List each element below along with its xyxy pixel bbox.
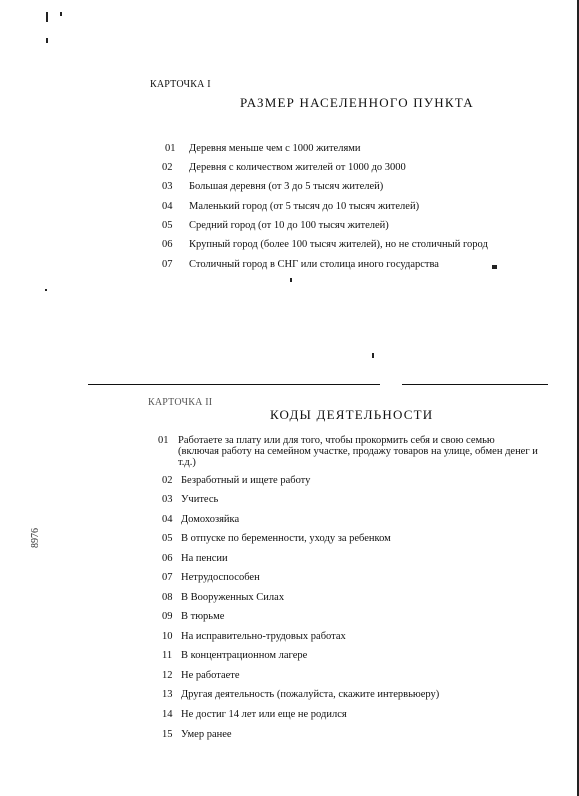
item-text: Другая деятельность (пожалуйста, скажите интервьюеру)	[181, 689, 440, 700]
divider-gap	[380, 384, 402, 385]
list-item	[162, 181, 384, 192]
item-code: 13	[162, 689, 173, 700]
list-item	[162, 689, 440, 700]
scan-speck	[372, 353, 374, 358]
list-item	[162, 553, 228, 564]
card1-label: КАРТОЧКА I	[150, 79, 211, 90]
scan-speck	[45, 289, 47, 291]
item-code: 02	[162, 475, 173, 486]
item-text: Деревня с количеством жителей от 1000 до 3000	[189, 162, 406, 173]
item-code: 01	[165, 143, 176, 154]
item-text: Безработный и ищете работу	[181, 475, 311, 486]
scan-speck	[60, 12, 62, 16]
list-item	[162, 533, 391, 544]
item-text: Маленький город (от 5 тысяч до 10 тысяч жителей)	[189, 201, 420, 212]
list-item	[162, 239, 488, 250]
list-item	[162, 611, 225, 622]
item-text: В концентрационном лагере	[181, 650, 308, 661]
item-code: 11	[162, 650, 173, 661]
item-text: Работаете за плату или для того, чтобы прокормить себя и свою семью (включая работу на семейном участке, продажу товаров на улице, обмен денег и т.д.)	[178, 435, 538, 468]
list-item	[162, 514, 240, 525]
list-item	[162, 475, 311, 486]
item-code: 10	[162, 631, 173, 642]
item-code: 05	[162, 533, 173, 544]
list-item	[162, 220, 389, 231]
scan-speck	[46, 38, 48, 43]
item-code: 01	[158, 435, 169, 446]
card2-title: КОДЫ ДЕЯТЕЛЬНОСТИ	[270, 407, 434, 422]
list-item	[158, 435, 538, 468]
scan-speck	[492, 265, 497, 269]
section-divider	[88, 384, 548, 385]
item-text: Столичный город в СНГ или столица иного государства	[189, 259, 439, 270]
item-text: Домохозяйка	[181, 514, 240, 525]
list-item	[162, 201, 420, 212]
list-item	[162, 709, 347, 720]
item-text: Не достиг 14 лет или еще не родился	[181, 709, 347, 720]
item-text: На исправительно-трудовых работах	[181, 631, 346, 642]
item-text: Не работаете	[181, 670, 240, 681]
item-text: Средний город (от 10 до 100 тысяч жителей)	[189, 220, 389, 231]
card1-title: РАЗМЕР НАСЕЛЕННОГО ПУНКТА	[240, 95, 474, 110]
item-code: 08	[162, 592, 173, 603]
item-code: 14	[162, 709, 173, 720]
item-code: 03	[162, 181, 173, 192]
list-item	[162, 259, 439, 270]
item-text: Умер ранее	[181, 729, 232, 740]
list-item	[165, 143, 361, 154]
item-text: В тюрьме	[181, 611, 225, 622]
item-code: 12	[162, 670, 173, 681]
item-text: В Вооруженных Силах	[181, 592, 285, 603]
list-item	[162, 631, 346, 642]
item-code: 07	[162, 259, 173, 270]
item-code: 05	[162, 220, 173, 231]
item-text: В отпуске по беременности, уходу за ребенком	[181, 533, 391, 544]
item-code: 06	[162, 239, 173, 250]
item-text: Деревня меньше чем с 1000 жителями	[189, 143, 361, 154]
item-code: 03	[162, 494, 173, 505]
scan-speck	[290, 278, 292, 282]
margin-page-code: 8976	[30, 528, 41, 548]
list-item	[162, 494, 219, 505]
item-code: 04	[162, 201, 173, 212]
list-item	[162, 650, 308, 661]
item-code: 06	[162, 553, 173, 564]
list-item	[162, 592, 285, 603]
item-code: 04	[162, 514, 173, 525]
item-text: На пенсии	[181, 553, 228, 564]
item-code: 15	[162, 729, 173, 740]
list-item	[162, 670, 240, 681]
list-item	[162, 162, 406, 173]
item-code: 09	[162, 611, 173, 622]
item-code: 07	[162, 572, 173, 583]
item-code: 02	[162, 162, 173, 173]
item-text: Большая деревня (от 3 до 5 тысяч жителей)	[189, 181, 384, 192]
list-item	[162, 572, 260, 583]
card2-label: КАРТОЧКА II	[148, 397, 213, 408]
scan-speck	[46, 12, 48, 22]
item-text: Учитесь	[181, 494, 219, 505]
item-text: Нетрудоспособен	[181, 572, 260, 583]
item-text: Крупный город (более 100 тысяч жителей), но не столичный город	[189, 239, 488, 250]
list-item	[162, 729, 232, 740]
